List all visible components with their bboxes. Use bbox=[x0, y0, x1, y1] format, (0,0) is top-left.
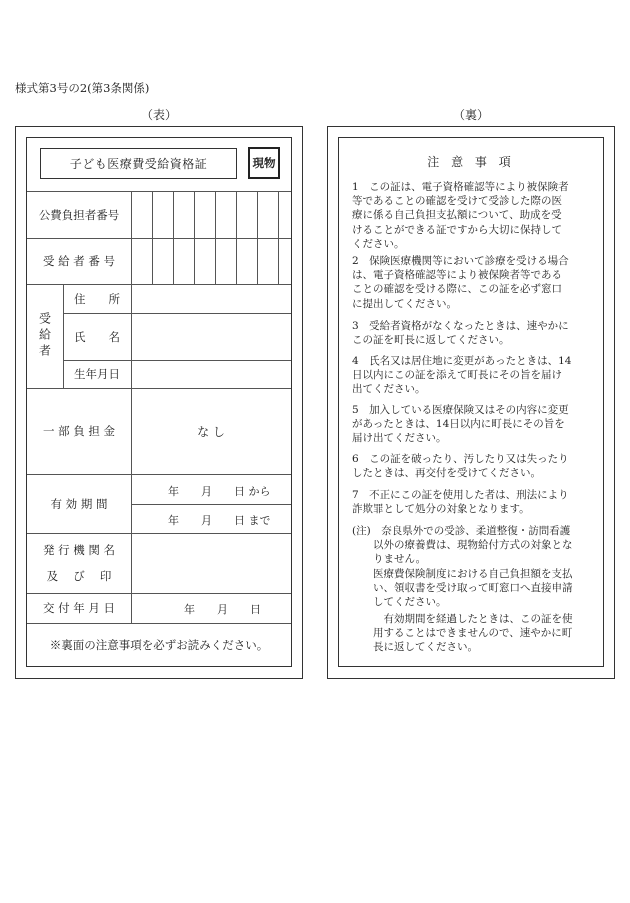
recipient-group-label: 受給者 bbox=[37, 312, 52, 360]
card-back-frame bbox=[338, 137, 604, 667]
notice-item-2: 2 保険医療機関等において診療を受ける場合 は、電子資格確認等により被保険者等である ことの確認を受ける際に、この証を必ず窓口 に提出してください。 bbox=[352, 255, 569, 310]
genbutsu-stamp: 現物 bbox=[248, 147, 280, 179]
divider bbox=[131, 504, 291, 505]
notice-item-7: 7 不正にこの証を使用した者は、刑法により 詐欺罪として処分の対象となります。 bbox=[352, 489, 569, 516]
digit-divider bbox=[257, 191, 258, 284]
name-label: 氏 名 bbox=[74, 329, 120, 344]
front-side-label: （表） bbox=[140, 108, 177, 122]
date-of-birth-label: 生年月日 bbox=[74, 367, 120, 381]
card-front-frame bbox=[26, 137, 292, 667]
validity-from: 年 月 日 から bbox=[168, 485, 271, 498]
digit-divider bbox=[152, 191, 153, 284]
issue-date-label: 交 付 年 月 日 bbox=[42, 601, 116, 615]
issue-date-value: 年 月 日 bbox=[184, 603, 261, 616]
notice-remark: (注) 奈良県外での受診、柔道整復・訪問看護 以外の療養費は、現物給付方式の対象とな りません。 医療費保険制度における自己負担額を支払 い、領収書を受け取って町窓口へ直接申請 してください。 bbox=[352, 525, 573, 609]
notice-item-5: 5 加入している医療保険又はその内容に変更 があったときは、14日以内に町長にその旨を 届け出てください。 bbox=[352, 404, 569, 445]
card-title: 子ども医療費受給資格証 bbox=[40, 148, 237, 179]
digit-divider bbox=[278, 191, 279, 284]
public-payer-number-label: 公費負担者番号 bbox=[38, 207, 120, 222]
notice-item-6: 6 この証を破ったり、汚したり又は失ったり したときは、再交付を受けてください。 bbox=[352, 453, 569, 480]
notice-expiry-remark: 有効期間を経過したときは、この証を使 用することはできませんので、速やかに町 長に返してください。 bbox=[372, 613, 573, 654]
footer-note: ※裏面の注意事項を必ずお読みください。 bbox=[49, 637, 269, 652]
notice-item-4: 4 氏名又は居住地に変更があったときは、14 日以内にこの証を添えて町長にその旨を届け 出てください。 bbox=[352, 355, 572, 396]
notice-item-1: 1 この証は、電子資格確認等により被保険者 等であることの確認を受けて受診した際の医 療に係る自己負担支払額について、助成を受 けることができる証ですから大切に保持して ください。 bbox=[352, 181, 569, 250]
partial-burden-value: な し bbox=[197, 424, 225, 439]
form-number: 様式第3号の2(第3条関係) bbox=[15, 81, 150, 95]
back-side-label: （裏） bbox=[452, 108, 489, 122]
card-front bbox=[15, 126, 303, 679]
divider bbox=[27, 533, 291, 534]
digit-divider bbox=[236, 191, 237, 284]
notice-item-3: 3 受給者資格がなくなったときは、速やかに この証を町長に返してください。 bbox=[352, 320, 569, 347]
notice-title: 注 意 事 項 bbox=[427, 155, 515, 169]
column-divider bbox=[131, 593, 132, 623]
digit-divider bbox=[194, 191, 195, 284]
recipient-number-label: 受 給 者 番 号 bbox=[42, 254, 116, 268]
address-label: 住 所 bbox=[74, 291, 120, 306]
validity-to: 年 月 日 まで bbox=[168, 514, 271, 527]
validity-period-label: 有 効 期 間 bbox=[50, 496, 108, 511]
card-back bbox=[327, 126, 615, 679]
issuer-label-line1: 発 行 機 関 名 bbox=[42, 543, 116, 557]
issuer-label-line2: 及 び 印 bbox=[46, 569, 112, 583]
digit-divider bbox=[215, 191, 216, 284]
digit-divider bbox=[173, 191, 174, 284]
partial-burden-label: 一 部 負 担 金 bbox=[42, 424, 116, 438]
